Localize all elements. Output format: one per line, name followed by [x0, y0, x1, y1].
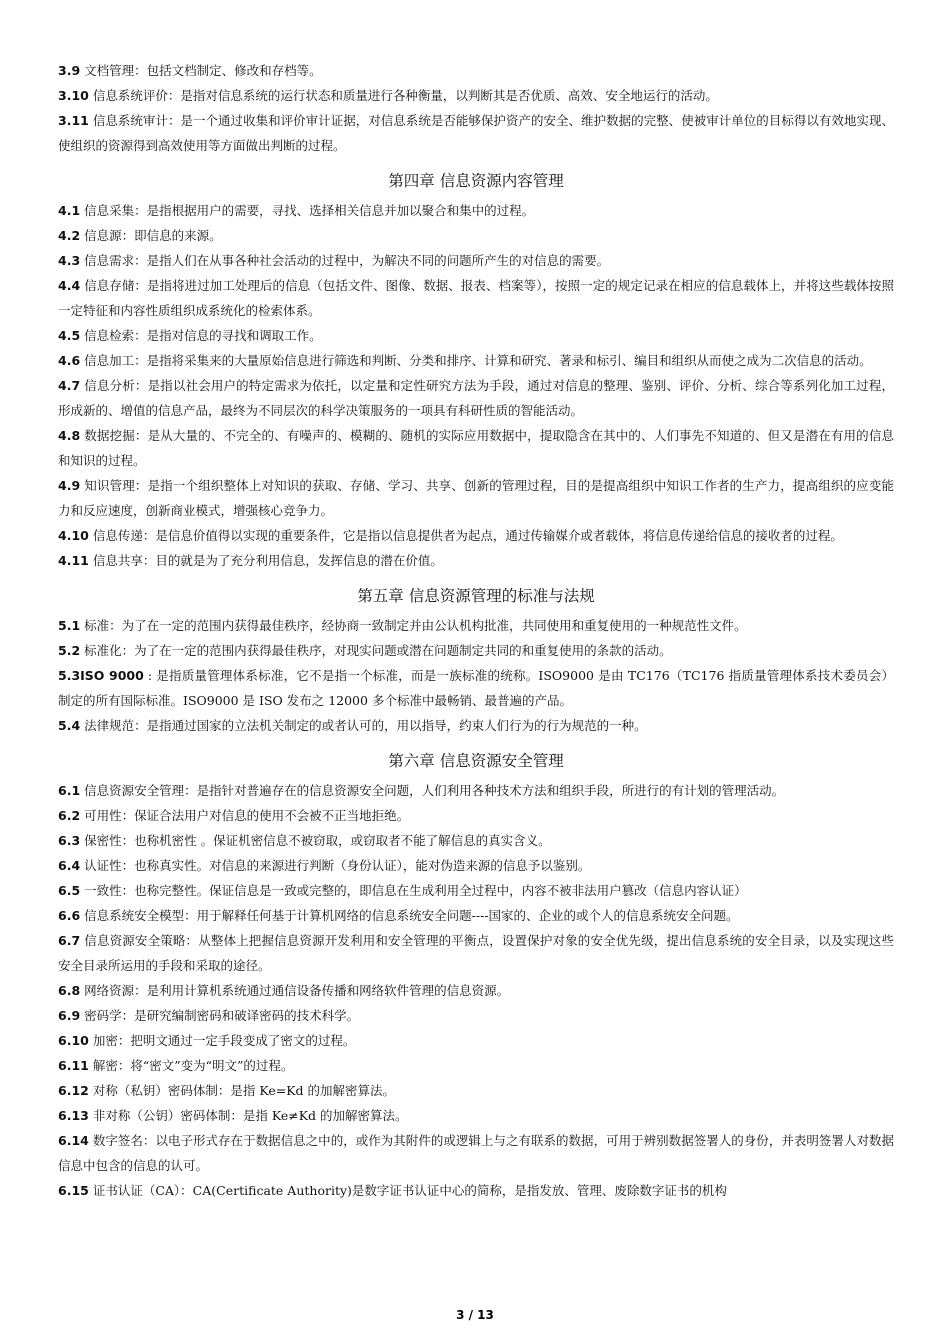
definition-paragraph	[58, 323, 894, 348]
definition-number: 6.6	[58, 908, 81, 923]
definition-number: 5.4	[58, 718, 81, 733]
definition-paragraph	[58, 1003, 894, 1028]
definition-paragraph	[58, 663, 894, 713]
definition-number: 4.11	[58, 553, 89, 568]
definition-number: 6.9	[58, 1008, 81, 1023]
definition-number: 6.2	[58, 808, 81, 823]
chapter-heading: 第四章 信息资源内容管理	[388, 172, 564, 190]
definition-paragraph	[58, 248, 894, 273]
definition-number: 6.15	[58, 1183, 89, 1198]
definition-number: 6.10	[58, 1033, 89, 1048]
definition-number: 4.8	[58, 428, 81, 443]
definition-paragraph	[58, 978, 894, 1003]
definition-text: 标准：为了在一定的范围内获得最佳秩序，经协商一致制定并由公认机构批准，共同使用和重复使用的一种规范性文件。	[84, 618, 747, 633]
definition-number: 3.9	[58, 63, 81, 78]
definition-paragraph	[58, 878, 894, 903]
definition-text: 文档管理：包括文档制定、修改和存档等。	[84, 63, 322, 78]
definition-text: 信息分析：是指以社会用户的特定需求为依托，以定量和定性研究方法为手段，通过对信息的整理、鉴别、评价、分析、综合等系列化加工过程，形成新的、增值的信息产品，最终为不同层次的科学决策服务的一项具有科研性质的智能活动。	[58, 378, 894, 418]
definition-text: 知识管理：是指一个组织整体上对知识的获取、存储、学习、共享、创新的管理过程，目的是提高组织中知识工作者的生产力，提高组织的应变能力和反应速度，创新商业模式，增强核心竞争力。	[58, 478, 894, 518]
definition-paragraph	[58, 803, 894, 828]
definition-paragraph	[58, 108, 894, 158]
definition-text: 信息共享：目的就是为了充分利用信息，发挥信息的潜在价值。	[92, 553, 443, 568]
definition-paragraph	[58, 1053, 894, 1078]
definition-paragraph	[58, 1103, 894, 1128]
definition-number: 5.3ISO 9000	[58, 668, 144, 683]
document-page	[58, 58, 894, 1203]
definition-paragraph	[58, 58, 894, 83]
definition-paragraph	[58, 613, 894, 638]
definition-text: 信息资源安全策略：从整体上把握信息资源开发利用和安全管理的平衡点，设置保护对象的安全优先级，提出信息系统的安全目录，以及实现这些安全目录所运用的手段和采取的途径。	[58, 933, 894, 973]
definition-text: 信息存储：是指将进过加工处理后的信息（包括文件、图像、数据、报表、档案等），按照一定的规定记录在相应的信息载体上，并将这些载体按照一定特征和内容性质组织成系统化的检索体系。	[58, 278, 894, 318]
definition-text: 标准化：为了在一定的范围内获得最佳秩序，对现实问题或潜在问题制定共同的和重复使用的条款的活动。	[84, 643, 672, 658]
definition-text: 信息传递：是信息价值得以实现的重要条件，它是指以信息提供者为起点，通过传输媒介或者载体，将信息传递给信息的接收者的过程。	[92, 528, 843, 543]
definition-text: 信息检索：是指对信息的寻找和调取工作。	[84, 328, 322, 343]
definition-number: 4.7	[58, 378, 81, 393]
definition-paragraph	[58, 423, 894, 473]
definition-number: 3.11	[58, 113, 89, 128]
definition-number: 6.5	[58, 883, 81, 898]
definition-number: 6.7	[58, 933, 81, 948]
definition-paragraph	[58, 1128, 894, 1178]
definition-paragraph	[58, 1078, 894, 1103]
definition-number: 6.8	[58, 983, 81, 998]
definition-paragraph	[58, 828, 894, 853]
chapter-heading: 第五章 信息资源管理的标准与法规	[357, 587, 595, 605]
definition-paragraph	[58, 713, 894, 738]
definition-number: 6.4	[58, 858, 81, 873]
definition-number: 3.10	[58, 88, 89, 103]
definition-number: 6.14	[58, 1133, 89, 1148]
definition-number: 4.1	[58, 203, 81, 218]
definition-text: 信息加工：是指将采集来的大量原始信息进行筛选和判断、分类和排序、计算和研究、著录和标引、编目和组织从而使之成为二次信息的活动。	[84, 353, 872, 368]
definition-paragraph	[58, 1178, 894, 1203]
definition-text: 可用性：保证合法用户对信息的使用不会被不正当地拒绝。	[84, 808, 410, 823]
definition-number: 6.13	[58, 1108, 89, 1123]
definition-text: 密码学：是研究编制密码和破译密码的技术科学。	[84, 1008, 360, 1023]
definition-text: 数据挖掘：是从大量的、不完全的、有噪声的、模糊的、随机的实际应用数据中，提取隐含在其中的、人们事先不知道的、但又是潜在有用的信息和知识的过程。	[58, 428, 894, 468]
definition-paragraph	[58, 903, 894, 928]
definition-text: 信息需求：是指人们在从事各种社会活动的过程中，为解决不同的问题所产生的对信息的需要。	[84, 253, 610, 268]
definition-text: 信息系统安全模型：用于解释任何基于计算机网络的信息系统安全问题----国家的、企业的或个人的信息系统安全问题。	[84, 908, 739, 923]
definition-number: 4.9	[58, 478, 81, 493]
page-number: 3 / 13	[456, 1308, 494, 1322]
definition-paragraph	[58, 348, 894, 373]
definition-number: 5.2	[58, 643, 81, 658]
definition-text: 网络资源：是利用计算机系统通过通信设备传播和网络软件管理的信息资源。	[84, 983, 510, 998]
definition-text: 一致性：也称完整性。保证信息是一致或完整的，即信息在生成利用全过程中，内容不被非法用户篡改（信息内容认证）	[84, 883, 747, 898]
definition-text: 信息资源安全管理：是指针对普遍存在的信息资源安全问题，人们利用各种技术方法和组织手段，所进行的有计划的管理活动。	[84, 783, 785, 798]
definition-text: 法律规范：是指通过国家的立法机关制定的或者认可的，用以指导，约束人们行为的行为规范的一种。	[84, 718, 647, 733]
definition-text: 证书认证（CA）：CA(Certificate Authority)是数字证书认证中心的简称，是指发放、管理、废除数字证书的机构	[92, 1183, 727, 1198]
definition-text: 信息采集：是指根据用户的需要，寻找、选择相关信息并加以聚合和集中的过程。	[84, 203, 535, 218]
definition-paragraph	[58, 638, 894, 663]
definition-number: 6.3	[58, 833, 81, 848]
definition-number: 4.6	[58, 353, 81, 368]
definition-text: 保密性：也称机密性 。保证机密信息不被窃取，或窃取者不能了解信息的真实含义。	[84, 833, 551, 848]
definition-number: 6.11	[58, 1058, 89, 1073]
definition-number: 4.5	[58, 328, 81, 343]
definition-paragraph	[58, 778, 894, 803]
definition-paragraph	[58, 523, 894, 548]
definition-number: 4.3	[58, 253, 81, 268]
definition-text: : 是指质量管理体系标准，它不是指一个标准，而是一族标准的统称。ISO9000 是由 TC176（TC176 指质量管理体系技术委员会）制定的所有国际标准。ISO9000 是 ISO 发布之 12000 多个标准中最畅销、最普遍的产品。	[58, 668, 894, 708]
definition-paragraph	[58, 198, 894, 223]
definition-text: 加密：把明文通过一定手段变成了密文的过程。	[92, 1033, 356, 1048]
definition-text: 信息系统评价：是指对信息系统的运行状态和质量进行各种衡量，以判断其是否优质、高效、安全地运行的活动。	[92, 88, 718, 103]
definition-paragraph	[58, 853, 894, 878]
definition-paragraph	[58, 83, 894, 108]
chapter-heading: 第六章 信息资源安全管理	[388, 752, 564, 770]
definition-number: 5.1	[58, 618, 81, 633]
definition-text: 信息源：即信息的来源。	[84, 228, 222, 243]
definition-number: 6.1	[58, 783, 81, 798]
definition-number: 4.10	[58, 528, 89, 543]
definition-number: 4.4	[58, 278, 81, 293]
definition-paragraph	[58, 473, 894, 523]
definition-number: 6.12	[58, 1083, 89, 1098]
definition-text: 数字签名：以电子形式存在于数据信息之中的，或作为其附件的或逻辑上与之有联系的数据，可用于辨别数据签署人的身份，并表明签署人对数据信息中包含的信息的认可。	[58, 1133, 894, 1173]
definition-text: 对称（私钥）密码体制：是指 Ke=Kd 的加解密算法。	[92, 1083, 396, 1098]
definition-paragraph	[58, 373, 894, 423]
definition-number: 4.2	[58, 228, 81, 243]
definition-paragraph	[58, 928, 894, 978]
definition-text: 非对称（公钥）密码体制：是指 Ke≠Kd 的加解密算法。	[92, 1108, 408, 1123]
definition-text: 解密：将“密文”变为“明文”的过程。	[92, 1058, 294, 1073]
definition-paragraph	[58, 273, 894, 323]
definition-text: 认证性：也称真实性。对信息的来源进行判断（身份认证），能对伪造来源的信息予以鉴别。	[84, 858, 591, 873]
definition-paragraph	[58, 223, 894, 248]
definition-paragraph	[58, 1028, 894, 1053]
definition-paragraph	[58, 548, 894, 573]
definition-text: 信息系统审计：是一个通过收集和评价审计证据，对信息系统是否能够保护资产的安全、维护数据的完整、使被审计单位的目标得以有效地实现、使组织的资源得到高效使用等方面做出判断的过程。	[58, 113, 894, 153]
